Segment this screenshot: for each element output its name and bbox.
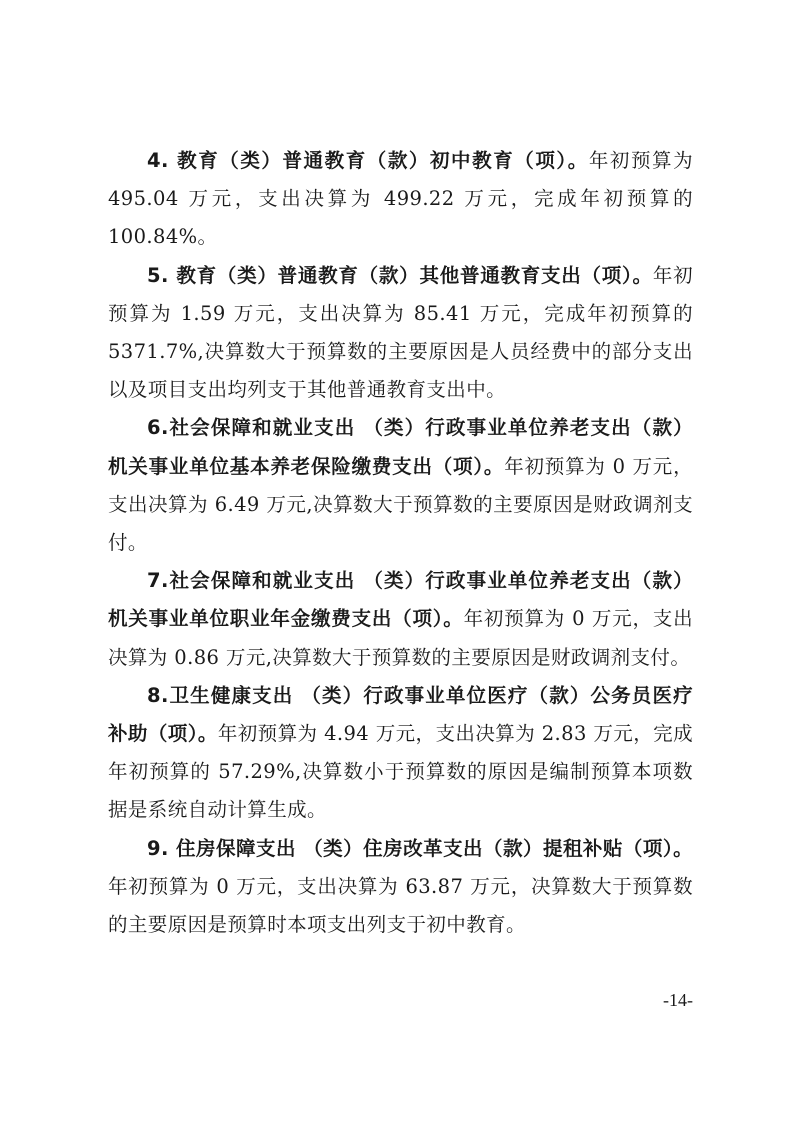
page-number: -14- xyxy=(663,990,693,1010)
paragraph-text: 年初预算为 4.94 万元，支出决算为 2.83 万元，完成年初预算的 57.29%,决算数小于预算数的原因是编制预算本项数据是系统自动计算生成。 xyxy=(108,722,693,822)
paragraph-heading: 6.社会保障和就业支出 （类）行政事业单位养老支出（款）机关事业单位基本养老保险缴费支出（项）。 xyxy=(108,416,693,478)
paragraph-text: 年初预算为 0 万元，支出决算为 63.87 万元，决算数大于预算数的主要原因是预算时本项支出列支于初中教育。 xyxy=(108,874,693,937)
paragraph-item-8 xyxy=(108,677,693,830)
paragraph-item-4 xyxy=(108,142,693,257)
paragraph-heading: 8.卫生健康支出 （类）行政事业单位医疗（款）公务员医疗补助（项）。 xyxy=(108,683,693,746)
paragraph-text: 年初预算为 0 万元，支出决算为 0.86 万元,决算数大于预算数的主要原因是财政调剂支付。 xyxy=(108,607,693,669)
paragraph-heading: 4. 教育（类）普通教育（款）初中教育（项）。 xyxy=(147,149,589,172)
paragraph-text: 年初预算为 0 万元，支出决算为 6.49 万元,决算数大于预算数的主要原因是财政调剂支付。 xyxy=(108,454,693,555)
paragraph-text: 年初预算为 1.59 万元，支出决算为 85.41 万元，完成年初预算的 5371.7%,决算数大于预算数的主要原因是人员经费中的部分支出以及项目支出均列支于其他普通教育支出中。 xyxy=(108,263,693,402)
paragraph-item-5 xyxy=(108,257,693,410)
paragraph-text: 年初预算为 495.04 万元，支出决算为 499.22 万元，完成年初预算的 100.84%。 xyxy=(108,149,693,249)
paragraph-item-6 xyxy=(108,409,693,562)
paragraph-heading: 7.社会保障和就业支出 （类）行政事业单位养老支出（款）机关事业单位职业年金缴费支出（项）。 xyxy=(108,569,693,631)
document-body xyxy=(108,142,693,944)
paragraph-heading: 5. 教育（类）普通教育（款）其他普通教育支出（项）。 xyxy=(147,263,653,287)
paragraph-heading: 9. 住房保障支出 （类）住房改革支出（款）提租补贴（项）。 xyxy=(147,836,693,860)
paragraph-item-7 xyxy=(108,562,693,677)
paragraph-item-9 xyxy=(108,830,693,945)
